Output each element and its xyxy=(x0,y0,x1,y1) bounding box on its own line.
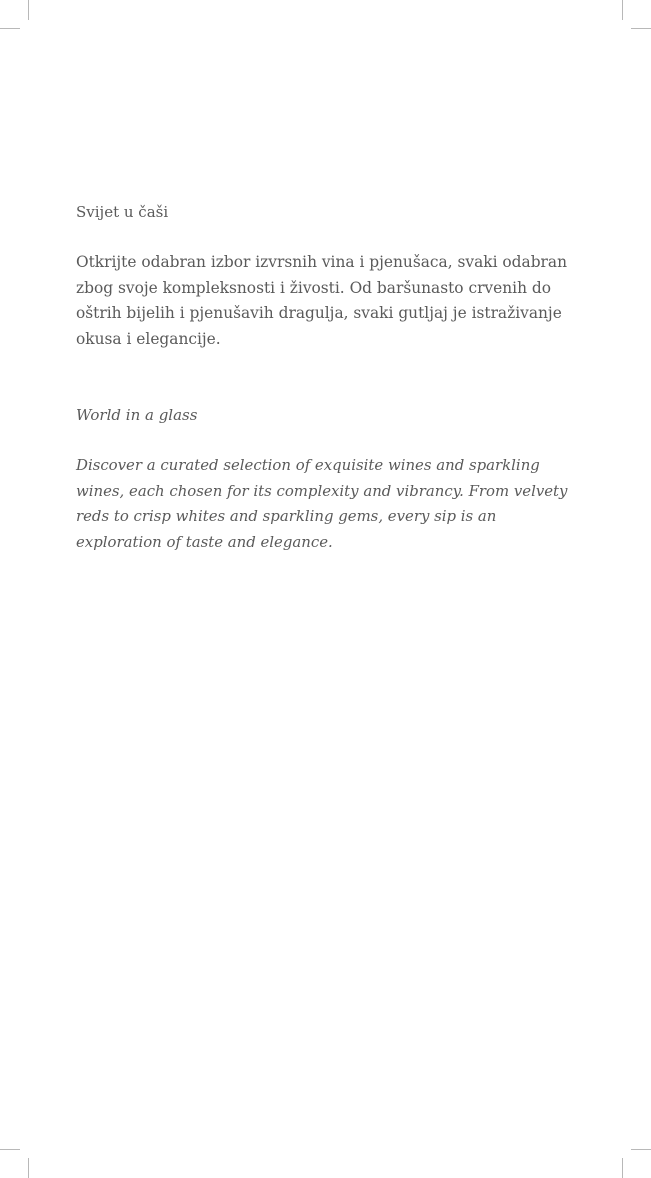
crop-mark-top-right-horizontal xyxy=(631,28,651,29)
crop-mark-bottom-right-vertical xyxy=(622,1158,623,1178)
crop-mark-bottom-left-horizontal xyxy=(0,1149,20,1150)
english-body: Discover a curated selection of exquisite wines and sparkling wines, each chosen for its complexity and vibrancy. From velvety reds to crisp whites and sparkling gems, every sip is an exploration of taste and elegance. xyxy=(76,456,568,551)
english-heading: World in a glass xyxy=(76,406,198,424)
crop-mark-top-right-vertical xyxy=(622,0,623,20)
page-content xyxy=(76,200,586,555)
croatian-body: Otkrijte odabran izbor izvrsnih vina i pjenušaca, svaki odabran zbog svoje kompleksnosti i živosti. Od baršunasto crvenih do oštrih bijelih i pjenušavih dragulja, svaki gutljaj je istraživanje okusa i elegancije. xyxy=(76,253,567,348)
crop-mark-top-left-horizontal xyxy=(0,28,20,29)
crop-mark-bottom-right-horizontal xyxy=(631,1149,651,1150)
crop-mark-top-left-vertical xyxy=(28,0,29,20)
croatian-heading: Svijet u čaši xyxy=(76,203,169,221)
crop-mark-bottom-left-vertical xyxy=(28,1158,29,1178)
